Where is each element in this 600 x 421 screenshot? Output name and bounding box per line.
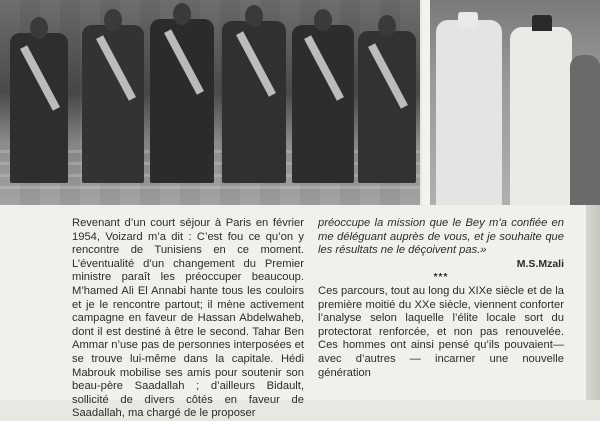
page-edge-shadow [586, 205, 600, 400]
letter-quote: préoccupe la mission que le Bey m’a confiée en me déléguant auprès de vous, et je souhaite que les résultats ne le déçoivent pas.» [318, 217, 564, 257]
dignitary-figure [292, 25, 354, 183]
left-text-column [72, 217, 304, 421]
background-figure [570, 55, 600, 205]
dignitary-figure [150, 19, 214, 183]
sash [304, 35, 344, 101]
head [104, 9, 122, 31]
photo-gutter [422, 0, 430, 205]
sash [96, 35, 136, 101]
sash [164, 29, 204, 95]
right-text-column [318, 217, 564, 380]
dignitary-figure [358, 31, 416, 183]
officials-photo [430, 0, 600, 205]
sash [368, 43, 408, 109]
sash [236, 31, 276, 97]
dignitary-figure [82, 25, 144, 183]
sash [20, 45, 60, 111]
fez [532, 15, 552, 31]
right-paragraph: Ces parcours, tout au long du XIXe siècle et de la première moitié du XXe siècle, viennent conforter l’analyse selon laquelle l’élite locale sort du protectorat renforcée, et non pas renouvelée. Ces hommes ont ainsi pensé qu’ils pouvaient— avec d’autres — incarner une nouvelle génération [318, 284, 564, 379]
section-separator: *** [433, 272, 449, 284]
white-uniform-figure [510, 27, 572, 205]
signature: M.S.Mzali [516, 257, 564, 270]
white-uniform-figure [436, 20, 502, 205]
ceremony-photo [0, 0, 420, 205]
kepi [458, 12, 478, 28]
dignitary-figure [222, 21, 286, 183]
head [173, 3, 191, 25]
head [314, 9, 332, 31]
head [245, 5, 263, 27]
stair-line [0, 186, 420, 189]
head [30, 17, 48, 39]
dignitary-figure [10, 33, 68, 183]
article-text-area [0, 205, 600, 420]
head [378, 15, 396, 37]
left-paragraph: Revenant d’un court séjour à Paris en février 1954, Voizard m’a dit : C’est fou ce qu’on y rencontre de Tunisiens en ce moment. L’éventualité d’un changement du Premier ministre paraît les préoccuper beaucoup. M’hamed Ali El Annabi hante tous les couloirs et je le rencontre partout; il mène activement campagne en faveur de Hassan Abdelwaheb, dont il est destiné à être le second. Tahar Ben Ammar n’use pas de personnes interposées et se trouve lui-même dans la capitale. Hédi Mabrouk mobilise ses amis pour soutenir son beau-père Saadallah ; d’ailleurs Bidault, sollicité de divers côtés en faveur de Saadallah, ma chargé de le proposer [72, 217, 304, 420]
